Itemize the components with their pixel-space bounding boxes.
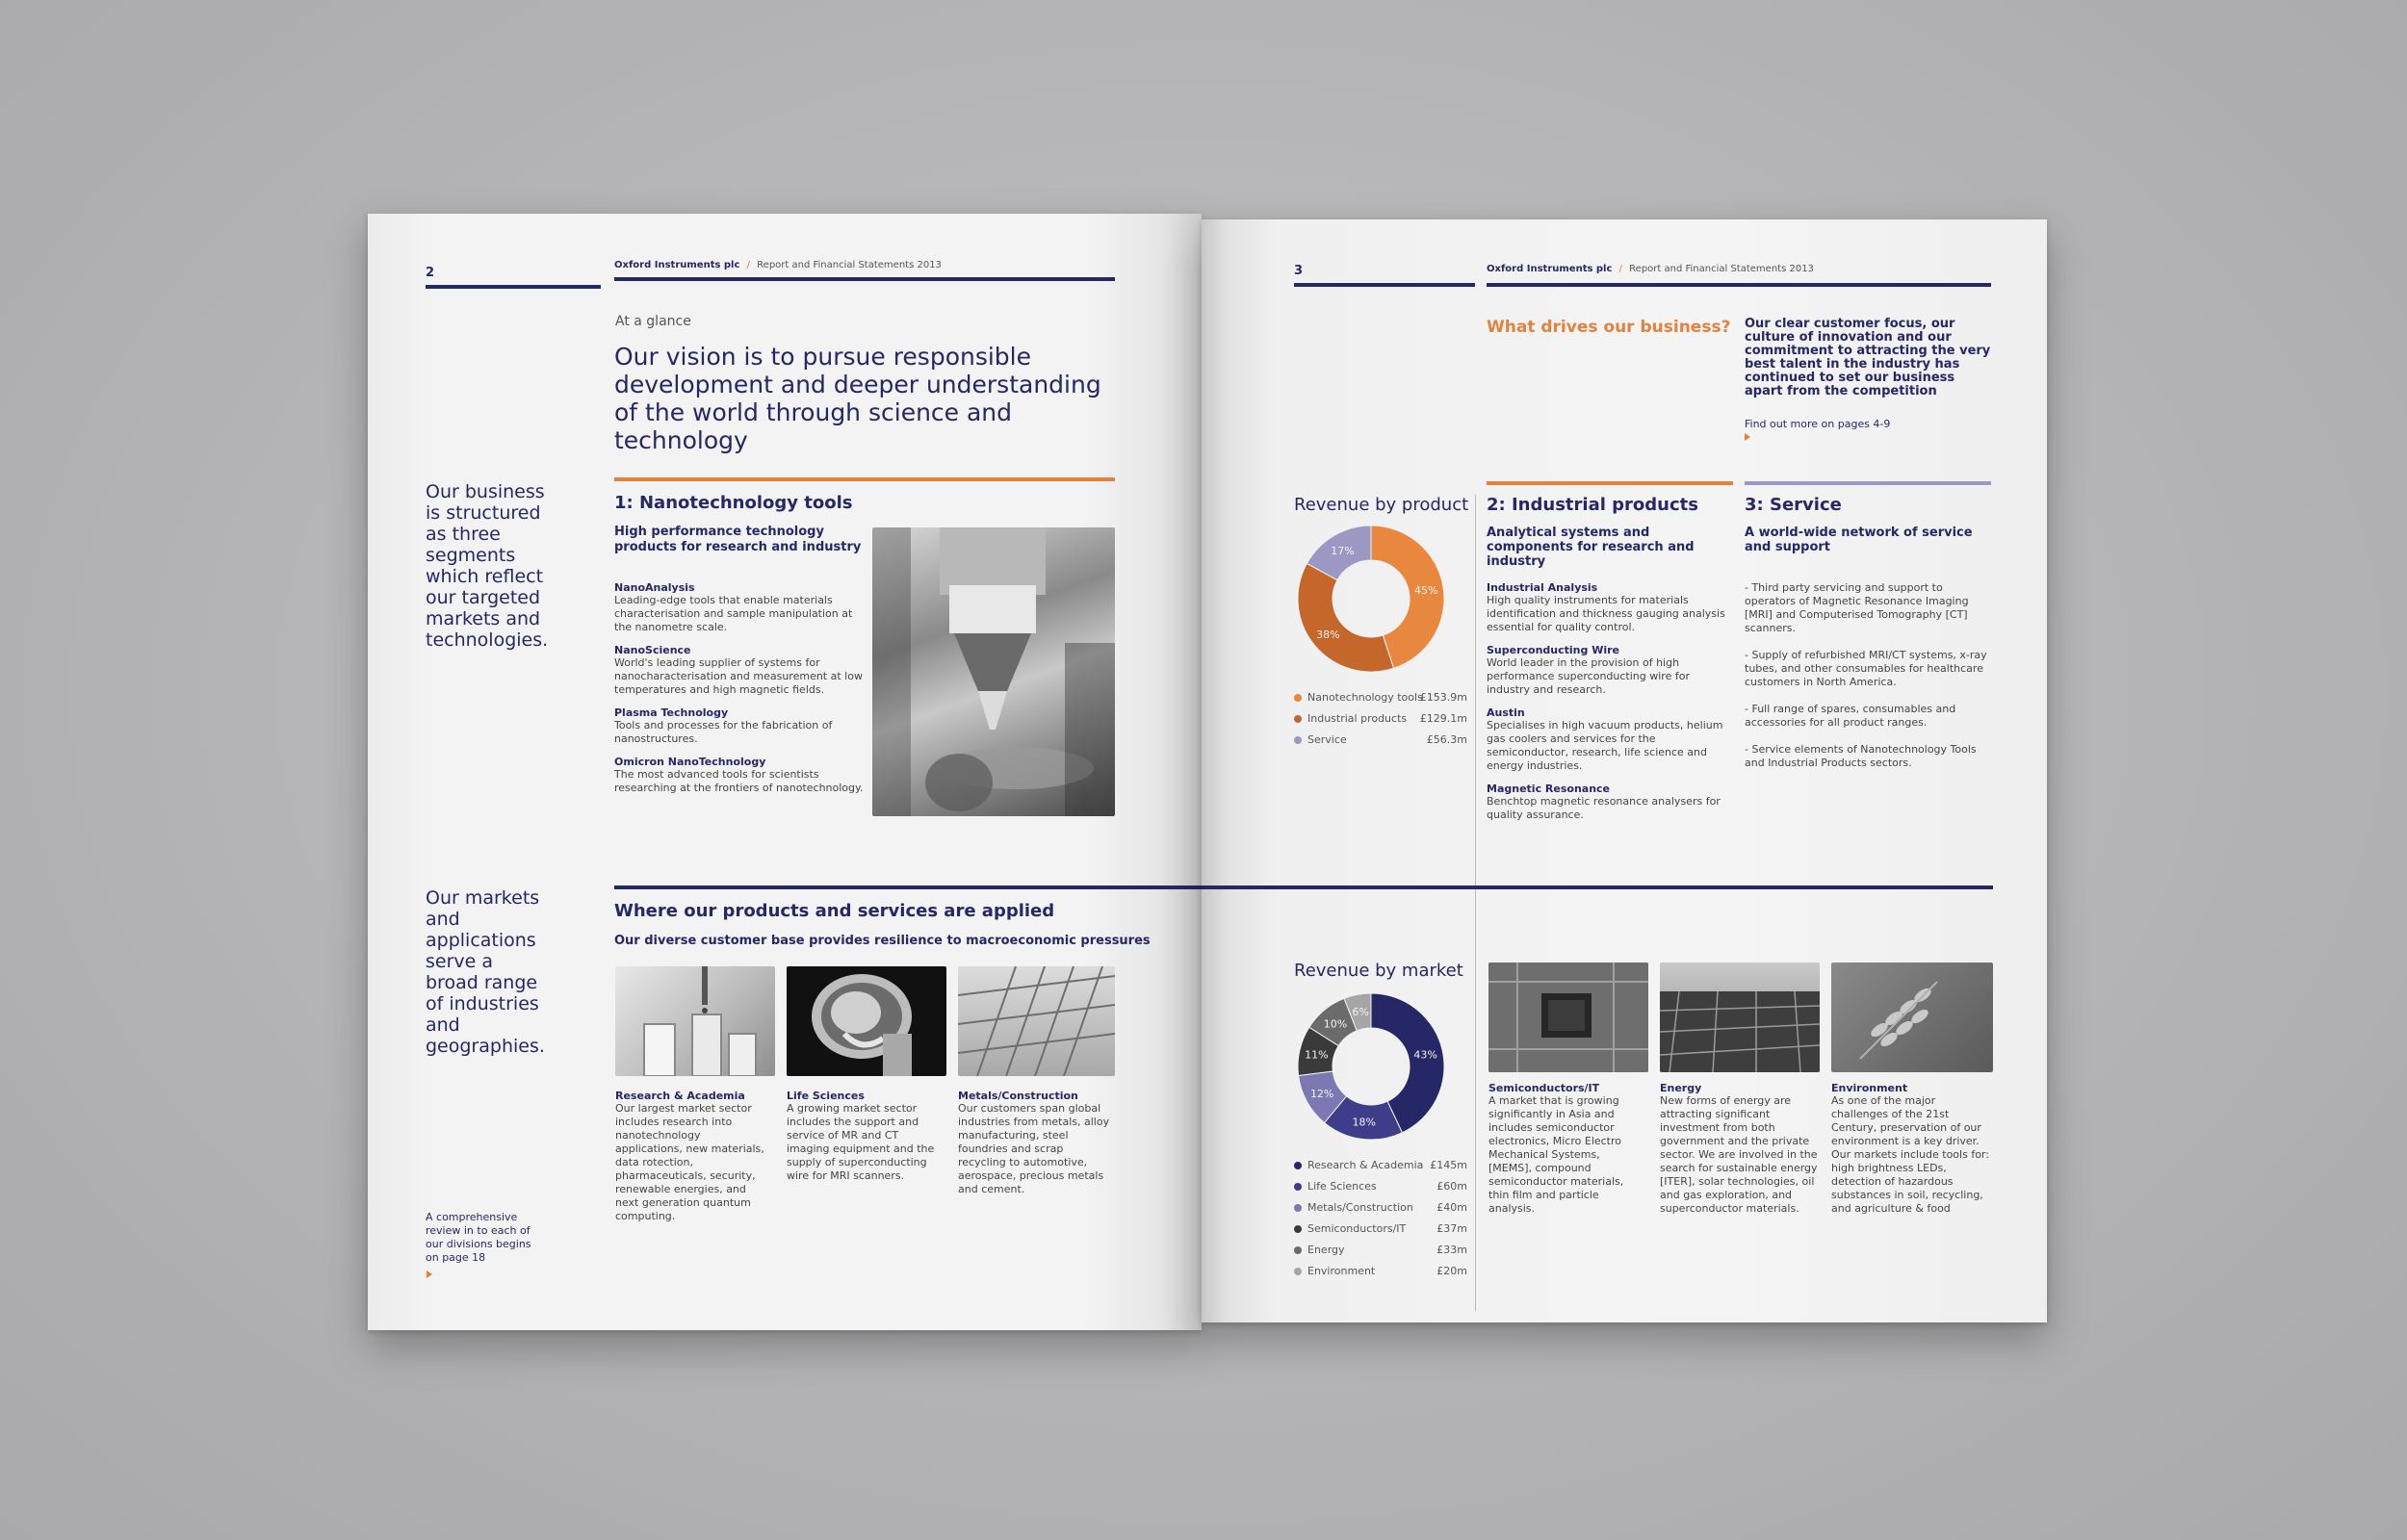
nanotech-photo [872,527,1115,816]
legend-value: £37m [1436,1222,1467,1235]
segment-item [1487,783,1733,822]
segment-item [1487,581,1733,634]
slice-percent-label: 12% [1309,1087,1334,1100]
find-out-link[interactable]: Find out more on pages 4-9 [1745,418,1891,430]
segment-subtitle: Analytical systems and components for research and industry [1487,526,1695,569]
markets-title: Where our products and services are applied [614,901,1055,921]
market-name: Life Sciences [787,1090,865,1102]
page-header [614,260,942,270]
construction-photo [958,966,1115,1076]
slice-percent-label: 38% [1316,628,1340,641]
legend-value: £56.3m [1426,733,1467,746]
segment-item [614,644,865,697]
markets-rule [1202,886,1993,889]
segment-rule [1487,481,1733,485]
arrow-icon [427,1270,432,1278]
market-donut-chart [1294,989,1448,1143]
side-text-segments: Our business is structured as three segments which reflect our targeted markets and technologies. [426,481,549,651]
legend-label: Energy [1307,1244,1345,1256]
market-item [1660,1082,1818,1216]
header-company: Oxford Instruments plc [1487,264,1613,274]
legend-label: Nanotechnology tools [1307,691,1423,704]
segment-items [1487,581,1733,832]
market-desc: Our customers span global industries from metals, alloy manufacturing, steel foundries and scrap recycling to automotive, aerospace, precious metals and cement. [958,1102,1110,1195]
legend-swatch [1294,1246,1302,1254]
header-rule [1294,283,1475,287]
legend-swatch [1294,1268,1302,1275]
segment-item [614,581,865,634]
legend-value: £60m [1436,1180,1467,1193]
market-item [1488,1082,1646,1216]
item-name: NanoScience [614,644,691,656]
service-bullet: - Supply of refurbished MRI/CT systems, x-ray tubes, and other consumables for healthcare customers in North America. [1745,649,1987,688]
legend-entry [1294,1244,1467,1256]
market-item [615,1090,769,1223]
legend-entry [1294,733,1467,746]
market-chart-legend [1294,1159,1467,1284]
product-donut-chart [1294,522,1448,676]
segment-title: 1: Nanotechnology tools [614,493,853,513]
slice-percent-label: 18% [1352,1116,1376,1129]
legend-label: Life Sciences [1307,1180,1377,1193]
item-desc: World leader in the provision of high performance superconducting wire for industry and research. [1487,656,1690,696]
segment-items [614,581,865,805]
legend-label: Environment [1307,1265,1376,1277]
legend-value: £129.1m [1419,712,1467,725]
slice-percent-label: 17% [1331,545,1355,558]
legend-swatch [1294,736,1302,744]
legend-value: £153.9m [1419,691,1467,704]
legend-swatch [1294,1183,1302,1191]
item-desc: Leading-edge tools that enable materials characterisation and sample manipulation at the nanometre scale. [614,594,853,633]
market-chart-title: Revenue by market [1294,961,1463,981]
donut-slice [1298,563,1393,672]
item-name: Plasma Technology [614,706,729,719]
legend-swatch [1294,1204,1302,1212]
legend-label: Industrial products [1307,712,1408,725]
market-item [1831,1082,1991,1216]
market-item [958,1090,1112,1196]
item-desc: High quality instruments for materials identification and thickness gauging analysis essential for quality control. [1487,594,1725,633]
legend-entry [1294,1265,1467,1277]
item-name: Industrial Analysis [1487,581,1598,594]
eyebrow: At a glance [615,314,691,329]
markets-rule [614,886,1202,889]
market-desc: A growing market sector includes the support and service of MR and CT imaging equipment and the supply of superconducting wire for MRI scanners. [787,1102,935,1182]
item-name: Omicron NanoTechnology [614,756,766,768]
market-name: Research & Academia [615,1090,745,1102]
legend-entry [1294,1222,1467,1235]
legend-label: Semiconductors/IT [1307,1222,1407,1235]
mri-scan-illustration [787,966,946,1076]
header-report: Report and Financial Statements 2013 [1629,264,1814,274]
product-chart-legend [1294,691,1467,749]
legend-entry [1294,1180,1467,1193]
item-desc: Benchtop magnetic resonance analysers for quality assurance. [1487,795,1721,821]
slice-percent-label: 6% [1352,1006,1369,1019]
slice-percent-label: 43% [1413,1048,1437,1062]
market-name: Metals/Construction [958,1090,1078,1102]
segment-item [1487,644,1733,697]
mri-photo [787,966,946,1076]
legend-entry [1294,1201,1467,1214]
market-item [787,1090,941,1183]
solar-panel-illustration [1660,962,1820,1072]
wheat-illustration [1831,962,1993,1072]
header-separator: / [1618,264,1622,274]
page-header [1487,264,1814,274]
research-photo [615,966,775,1076]
legend-label: Research & Academia [1307,1159,1424,1171]
header-separator: / [746,260,750,270]
header-rule [1487,283,1991,287]
market-desc: New forms of energy are attracting significant investment from both government and the private sector. We are involved in the search for sustainable energy [ITER], solar technologies, oil and gas exploration, and superconductor materials. [1660,1094,1818,1215]
item-name: NanoAnalysis [614,581,695,594]
item-desc: Specialises in high vacuum products, helium gas coolers and services for the semiconductor, research, life science and energy industries. [1487,719,1723,772]
segment-title: 3: Service [1745,495,1842,515]
legend-swatch [1294,715,1302,723]
footnote: A comprehensive review in to each of our divisions begins on page 18 [426,1211,531,1264]
segment-item [614,756,865,795]
legend-entry [1294,691,1467,704]
legend-value: £20m [1436,1265,1467,1277]
item-name: Magnetic Resonance [1487,783,1611,795]
item-desc: The most advanced tools for scientists researching at the frontiers of nanotechnology. [614,768,864,794]
service-bullet: - Full range of spares, consumables and accessories for all product ranges. [1745,703,1956,729]
machine-illustration [872,527,1115,816]
segment-title: 2: Industrial products [1487,495,1698,515]
building-structure-illustration [958,966,1115,1076]
drives-title: What drives our business? [1487,318,1731,337]
legend-label: Metals/Construction [1307,1201,1413,1214]
segment-rule [614,477,1115,481]
energy-photo [1660,962,1820,1072]
item-name: Superconducting Wire [1487,644,1619,656]
slice-percent-label: 45% [1414,583,1438,597]
header-rule [426,285,601,289]
legend-label: Service [1307,733,1347,746]
lab-glassware-illustration [615,966,775,1076]
item-desc: Tools and processes for the fabrication of nanostructures. [614,719,833,745]
service-bullet: - Service elements of Nanotechnology Tools and Industrial Products sectors. [1745,743,1977,769]
legend-swatch [1294,1162,1302,1169]
left-page [368,214,1202,1330]
header-report: Report and Financial Statements 2013 [757,260,942,270]
page-number: 3 [1294,264,1304,278]
legend-entry [1294,712,1467,725]
service-bullet: - Third party servicing and support to operators of Magnetic Resonance Imaging [MRI] and Computerised Tomography [CT] scanners. [1745,581,1969,634]
product-chart-title: Revenue by product [1294,495,1469,515]
market-name: Environment [1831,1082,1908,1094]
segment-subtitle: High performance technology products for research and industry [614,525,862,554]
legend-swatch [1294,1225,1302,1233]
column-divider [1475,964,1476,1311]
side-text-markets: Our markets and applications serve a broad range of industries and geographies. [426,887,545,1057]
market-desc: As one of the major challenges of the 21st Century, preservation of our environment is a key driver. Our markets include tools for: high brightness LEDs, detection of hazardous substances in soil, recycling, and agriculture & food [1831,1094,1989,1215]
market-name: Energy [1660,1082,1702,1094]
environment-photo [1831,962,1993,1072]
legend-value: £40m [1436,1201,1467,1214]
slice-percent-label: 10% [1323,1017,1348,1031]
market-desc: Our largest market sector includes research into nanotechnology applications, new materials, data rotection, pharmaceuticals, security, renewable energies, and next generation quantum computing. [615,1102,764,1222]
legend-value: £33m [1436,1244,1467,1256]
arrow-icon [1745,433,1750,441]
page-number: 2 [426,266,435,280]
segment-rule [1745,481,1991,485]
item-desc: World's leading supplier of systems for nanocharacterisation and measurement at low temperatures and high magnetic fields. [614,656,863,696]
segment-item [1487,706,1733,773]
circuit-board-illustration [1488,962,1648,1072]
header-rule [614,277,1115,281]
header-company: Oxford Instruments plc [614,260,740,270]
market-desc: A market that is growing significantly in Asia and includes semiconductor electronics, Micro Electro Mechanical Systems, [MEMS], compound semiconductor materials, thin film and particle analysis. [1488,1094,1624,1215]
market-name: Semiconductors/IT [1488,1082,1600,1094]
semiconductor-photo [1488,962,1648,1072]
segment-subtitle: A world-wide network of service and support [1745,526,1973,554]
markets-subtitle: Our diverse customer base provides resilience to macroeconomic pressures [614,934,1151,948]
slice-percent-label: 11% [1305,1048,1329,1062]
legend-entry [1294,1159,1467,1171]
item-name: Austin [1487,706,1525,719]
drives-text: Our clear customer focus, our culture of innovation and our commitment to attracting the very best talent in the industry has continued to set our business apart from the competition [1745,317,1991,398]
legend-swatch [1294,694,1302,702]
segment-item [614,706,865,746]
legend-value: £145m [1430,1159,1467,1171]
vision-headline: Our vision is to pursue responsible development and deeper understanding of the world through science and technology [614,343,1101,454]
right-page [1202,219,2047,1322]
service-bullets [1745,581,1991,783]
